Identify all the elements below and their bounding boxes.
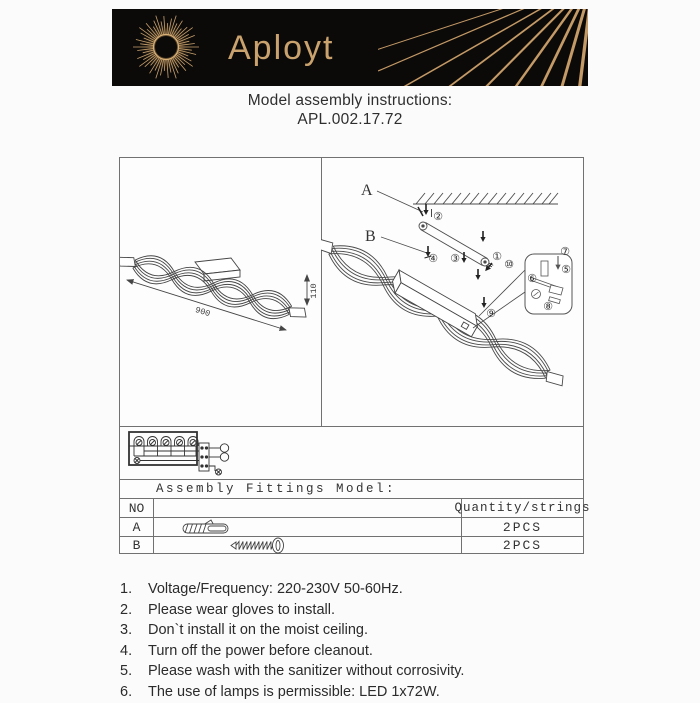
fittings-header-no: NO	[128, 500, 145, 516]
callout-4: ④	[428, 252, 438, 265]
title-line-1: Model assembly instructions:	[247, 92, 453, 109]
terminal-block	[129, 437, 199, 457]
instruction-text: Don`t install it on the moist ceiling.	[148, 622, 369, 639]
instruction-item	[120, 600, 600, 621]
wiring-diagram	[120, 427, 585, 479]
instruction-item	[120, 579, 600, 600]
dimension-height-value: 110	[309, 283, 319, 299]
callout-8: ⑧	[543, 300, 553, 313]
ground-terminal	[134, 458, 199, 464]
callout-10: ⑩	[504, 258, 514, 271]
callout-1: ①	[492, 250, 502, 263]
instruction-item	[120, 641, 600, 662]
fittings-row-b-no: B	[132, 538, 141, 553]
callout-3: ③	[450, 252, 460, 265]
screw-icon	[230, 537, 288, 554]
instructions-list	[120, 579, 600, 703]
instruction-text: Voltage/Frequency: 220-230V 50-60Hz.	[148, 581, 403, 597]
wall-anchor-icon	[182, 519, 244, 535]
instruction-number: 2.	[120, 601, 133, 618]
dimension-length	[127, 280, 286, 330]
instruction-text: Turn off the power before cleanout.	[148, 642, 373, 659]
instruction-item	[120, 661, 600, 682]
brand-logo-sunburst-icon	[114, 9, 218, 86]
instruction-text: The use of lamps is permissible: LED 1x72W.	[148, 683, 440, 700]
callout-9: ⑨	[486, 307, 496, 320]
banner-rays-decoration	[378, 9, 588, 86]
ceiling-hatch	[413, 193, 558, 204]
end-cap-right	[543, 368, 567, 389]
part-a-leader	[377, 191, 423, 212]
instruction-number: 3.	[120, 622, 133, 639]
instruction-number: 4.	[120, 642, 133, 659]
assembly-diagram-sheet	[119, 157, 591, 554]
brand-name: Aployt	[228, 29, 335, 67]
connector-block	[199, 443, 209, 471]
fittings-table-title: Assembly Fittings Model:	[156, 481, 397, 496]
callout-5: ⑤	[561, 263, 571, 276]
brand-banner	[112, 9, 588, 86]
model-number: APL.002.17.72	[297, 110, 403, 128]
exploded-assembly-drawing	[321, 158, 585, 426]
document-title	[0, 92, 700, 129]
part-b-label: B	[365, 228, 376, 245]
instruction-text: Please wash with the sanitizer without corrosivity.	[148, 663, 465, 680]
fittings-row-a-no: A	[132, 519, 141, 535]
part-b-leader	[381, 237, 427, 253]
fittings-row-a-qty: 2PCS	[502, 519, 543, 535]
instruction-item	[120, 620, 600, 641]
instruction-number: 1.	[120, 581, 133, 597]
fixture-dimension-drawing	[120, 158, 321, 426]
instruction-item	[120, 682, 600, 703]
output-wires	[209, 444, 229, 475]
callout-2: ②	[433, 210, 443, 223]
fittings-header-qty: Quantity/strings	[454, 501, 591, 515]
callout-7: ⑦	[560, 245, 570, 258]
instruction-number: 6.	[120, 683, 133, 700]
dimension-length-value: 900	[193, 305, 212, 320]
part-a-label: A	[361, 182, 373, 199]
instruction-number: 5.	[120, 663, 133, 680]
driver-box	[388, 270, 482, 337]
fittings-row-b-qty: 2PCS	[502, 538, 543, 553]
callout-6: ⑥	[527, 272, 537, 285]
instruction-text: Please wear gloves to install.	[148, 601, 335, 618]
